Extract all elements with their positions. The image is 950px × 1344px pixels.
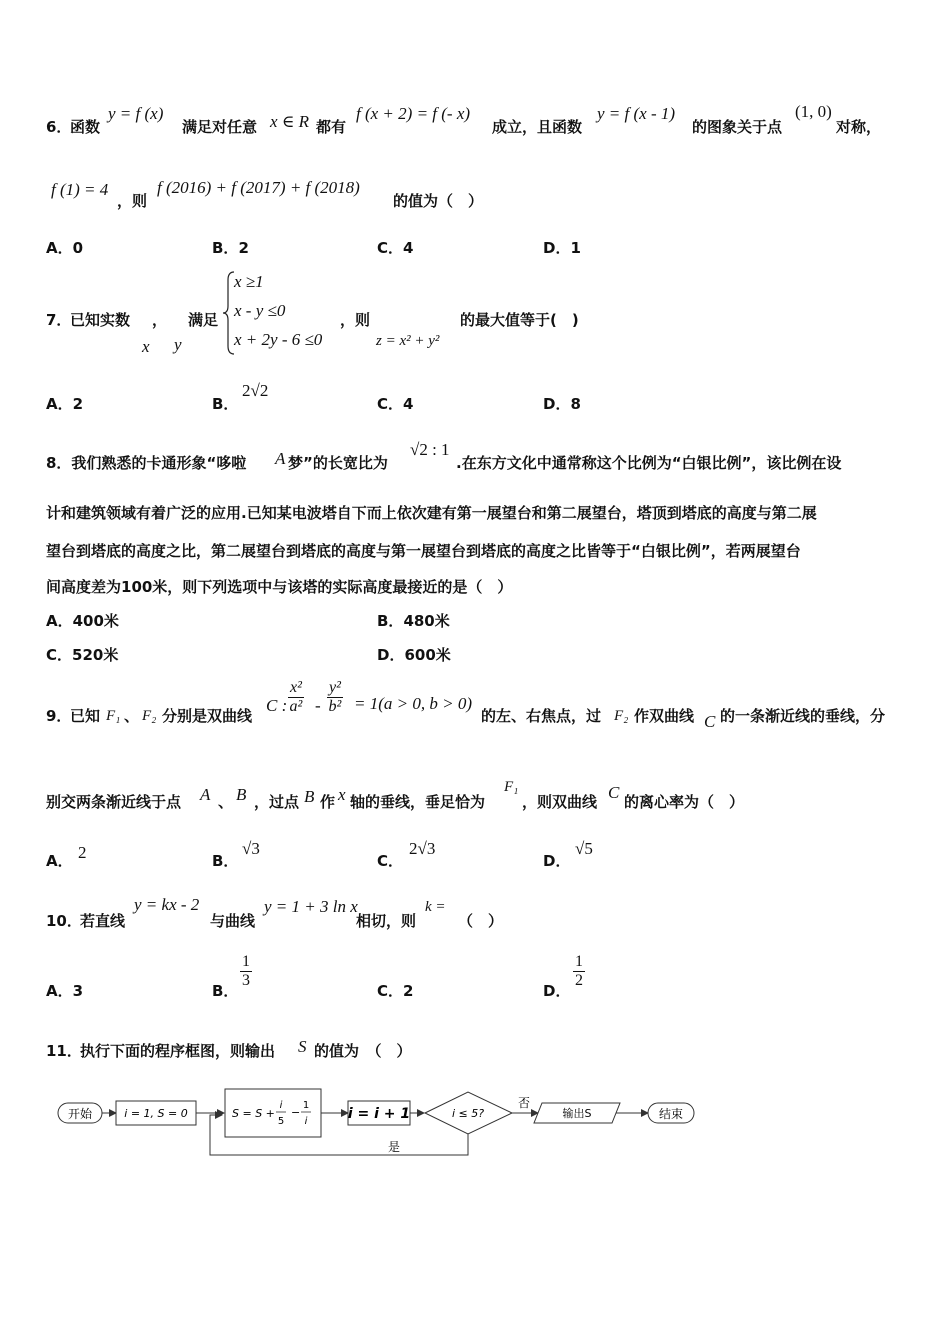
q9-minus: -: [315, 696, 321, 715]
q7-text-4: ，则: [340, 311, 371, 329]
q6-text-2: 满足对任意: [182, 118, 258, 136]
flow-frac1-num: i: [279, 1100, 283, 1111]
q6-text-7: ，则: [117, 192, 148, 210]
q9-text-12: ，则双曲线: [522, 793, 598, 811]
flow-frac-minus: −: [291, 1106, 301, 1119]
q10-text-1: 若直线: [80, 912, 126, 930]
q8-line-1b: 梦”的长宽比为: [288, 454, 388, 472]
q9-c-c: C: [608, 783, 620, 802]
q11-flowchart: [50, 1085, 710, 1165]
q11-text-1: 执行下面的程序框图，则输出: [80, 1042, 276, 1060]
q8-line-1a: 8．我们熟悉的卡通形象“哆啦: [46, 454, 247, 472]
q7-option-d: D．8: [543, 395, 581, 413]
q6-option-a: A．0: [46, 239, 84, 257]
flow-start-label: 开始: [67, 1107, 93, 1121]
q9-option-d: D．: [543, 852, 571, 870]
q9-b2: b²: [328, 697, 342, 715]
q6-formula-4: y = f (x - 1): [597, 104, 676, 123]
q9-text-11: 轴的垂线，垂足恰为: [350, 793, 486, 811]
q8-line-1c: .在东方文化中通常称这个比例为“白银比例”，该比例在设: [456, 454, 842, 472]
q9-a2: a²: [289, 697, 303, 715]
q9-x2: x²: [290, 679, 302, 696]
q9-option-a-value: 2: [78, 843, 87, 862]
q10-d-num: 1: [575, 953, 583, 970]
q9-f2: F₂: [142, 708, 157, 724]
q9-text-6: 的一条渐近线的垂线，分: [720, 707, 886, 725]
q9-frac-y: [327, 679, 343, 715]
q9-option-d-value: √5: [575, 839, 593, 858]
q7-text-5: 的最大值等于( ): [460, 311, 579, 329]
q9-text-9: ，过点: [254, 793, 300, 811]
q9-b-b: B: [304, 787, 315, 806]
q9-b: B: [236, 785, 247, 804]
q8-option-d: D．600米: [377, 646, 451, 664]
q9-text-10: 作: [320, 793, 336, 811]
q9-number: 9．: [46, 707, 72, 725]
q7-option-c: C．4: [377, 395, 414, 413]
flow-yes-label: 是: [388, 1140, 401, 1154]
flow-update-label: S = S +: [232, 1107, 275, 1120]
q7-constraint-2: x - y ≤0: [234, 301, 286, 320]
flow-output-label: 输出S: [562, 1107, 592, 1120]
q9-text-1: 已知: [70, 707, 101, 725]
q6-formula-6: f (1) = 4: [51, 180, 109, 199]
flow-incr-label: i = i + 1: [347, 1106, 411, 1122]
flow-init-label: i = 1, S = 0: [124, 1107, 188, 1120]
q6-text-6: 对称，: [836, 118, 882, 136]
q7-option-b-value: 2√2: [242, 381, 269, 400]
q9-f1-b: F₁: [504, 779, 519, 795]
q9-text-4: 的左、右焦点，过: [481, 707, 602, 725]
q10-b-den: 3: [242, 971, 250, 989]
q9-option-c: C．: [377, 852, 404, 870]
q6-formula-1: y = f (x): [108, 104, 164, 123]
q6-text-8: 的值为（ ）: [393, 192, 484, 210]
q9-f2-b: F₂: [614, 708, 629, 724]
q7-constraint-1: x ≥1: [234, 272, 264, 291]
q9-text-7: 别交两条渐近线于点: [46, 793, 182, 811]
q7-text-2: ，: [152, 311, 168, 329]
q9-f1: F₁: [106, 708, 121, 724]
q7-option-a: A．2: [46, 395, 84, 413]
q6-formula-7: f (2016) + f (2017) + f (2018): [157, 178, 360, 197]
q9-a: A: [200, 785, 211, 804]
q9-x: x: [338, 785, 346, 804]
q7-objective: z = x² + y²: [376, 333, 440, 349]
q11-s: S: [298, 1037, 307, 1056]
q6-text-5: 的图象关于点: [692, 118, 783, 136]
q6-option-c: C．4: [377, 239, 414, 257]
q8-line-2: 计和建筑领域有着广泛的应用.已知某电波塔自下而上依次建有第一展望台和第二展望台，塔顶到塔底的高度与第二展: [46, 504, 817, 522]
flow-end-label: 结束: [658, 1107, 684, 1121]
q9-option-b: B．: [212, 852, 239, 870]
q10-d-den: 2: [575, 971, 583, 989]
q7-var-y: y: [174, 335, 182, 354]
q11-number: 11．: [46, 1042, 82, 1060]
q10-formula-3: k =: [425, 899, 446, 915]
q6-text-1: 函数: [70, 118, 101, 136]
q9-c-label: C :: [266, 696, 288, 715]
q6-formula-3: f (x + 2) = f (- x): [356, 104, 471, 123]
q10-option-a: A．3: [46, 982, 84, 1000]
q9-text-5: 作双曲线: [634, 707, 695, 725]
q8-line-1-a: A: [275, 449, 286, 468]
q11-text-2: 的值为 （ ）: [314, 1042, 412, 1060]
flow-frac1-den: 5: [277, 1116, 285, 1127]
q9-text-3: 分别是双曲线: [162, 707, 253, 725]
q10-option-c: C．2: [377, 982, 414, 1000]
q6-text-4: 成立，且函数: [492, 118, 583, 136]
q6-formula-2: x ∈ R: [270, 112, 310, 131]
q9-frac-x: [288, 679, 304, 715]
q8-line-4: 间高度差为100米，则下列选项中与该塔的实际高度最接近的是（ ）: [46, 578, 513, 596]
q8-ratio: √2 : 1: [410, 440, 450, 459]
q10-option-d: D．: [543, 982, 571, 1000]
q6-text-3: 都有: [316, 118, 347, 136]
q8-option-a: A．400米: [46, 612, 119, 630]
q6-formula-5: (1, 0): [795, 102, 832, 121]
q9-y2: y²: [329, 679, 341, 696]
q10-number: 10．: [46, 912, 82, 930]
q7-text-1: 已知实数: [70, 311, 131, 329]
q7-text-3: 满足: [188, 311, 219, 329]
flow-frac2-num: 1: [302, 1100, 310, 1111]
q9-text-2: 、: [124, 707, 140, 725]
q8-option-c: C．520米: [46, 646, 119, 664]
flow-frac2-den: i: [304, 1116, 308, 1127]
q8-line-3: 望台到塔底的高度之比，第二展望台到塔底的高度与第一展望台到塔底的高度之比皆等于“白银比例”，若两展望台: [46, 542, 801, 560]
flow-decision-label: i ≤ 5?: [451, 1107, 485, 1120]
flow-no-label: 否: [518, 1096, 531, 1110]
q7-option-b: B．: [212, 395, 239, 413]
q10-text-3: 相切，则: [356, 912, 417, 930]
q7-var-x: x: [142, 337, 150, 356]
q9-text-13: 的离心率为（ ）: [624, 793, 745, 811]
q9-eq: = 1(a > 0, b > 0): [354, 694, 472, 713]
q6-number: 6．: [46, 118, 72, 136]
q10-text-2: 与曲线: [210, 912, 256, 930]
q7-number: 7．: [46, 311, 72, 329]
q10-formula-2: y = 1 + 3 ln x: [264, 897, 358, 916]
q9-c-b: C: [704, 712, 716, 731]
q10-option-b: B．: [212, 982, 239, 1000]
q10-b-num: 1: [242, 953, 250, 970]
q9-text-8: 、: [218, 793, 234, 811]
q9-option-b-value: √3: [242, 839, 260, 858]
q9-option-a: A．: [46, 852, 73, 870]
q9-option-c-value: 2√3: [409, 839, 436, 858]
q8-option-b: B．480米: [377, 612, 450, 630]
q6-option-b: B．2: [212, 239, 249, 257]
q10-option-d-frac: [573, 953, 585, 989]
q10-text-4: （ ）: [458, 912, 504, 930]
q7-constraint-3: x + 2y - 6 ≤0: [234, 330, 323, 349]
q6-option-d: D．1: [543, 239, 581, 257]
q10-option-b-frac: [240, 953, 252, 989]
q10-formula-1: y = kx - 2: [134, 895, 200, 914]
